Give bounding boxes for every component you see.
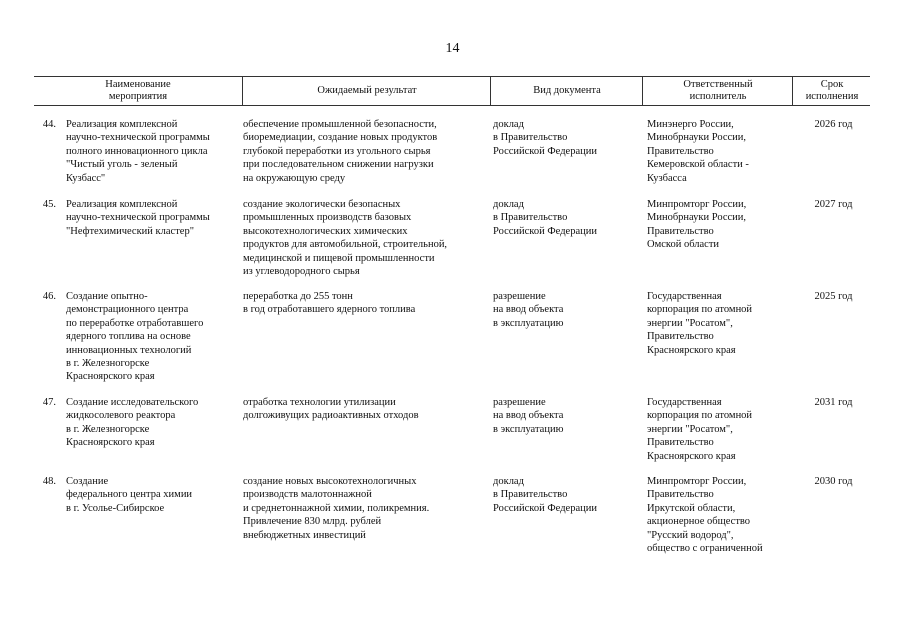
row-name: Создание исследовательского жидкосолевого реактора в г. Железногорске Красноярского края [66,397,199,449]
row-executor: Минпромторг России, Правительство Иркутской области, акционерное общество "Русский водород", общество с ограниченной [647,476,763,555]
row-number: 47. [42,397,56,408]
row-name: Реализация комплексной научно-технической программы "Нефтехимический кластер" [66,199,210,237]
table-header [34,76,870,106]
header-term: Срок исполнения [792,77,871,105]
row-number: 48. [42,476,56,487]
row-result: создание экологически безопасных промышленных производств базовых высокотехнологических химических продуктов для автомобильной, строительной, медицинской и пищевой промышленности из углеводородного сырья [243,199,448,278]
row-executor: Государственная корпорация по атомной энергии "Росатом", Правительство Красноярского края [647,291,753,356]
row-executor: Государственная корпорация по атомной энергии "Росатом", Правительство Красноярского края [647,397,753,462]
row-doc: разрешение на ввод объекта в эксплуатацию [493,291,564,329]
row-term: 2027 год [814,199,853,210]
row-term: 2030 год [814,476,853,487]
header-result: Ожидаемый результат [242,77,491,105]
row-doc: доклад в Правительство Российской Федерации [493,476,597,514]
row-result: создание новых высокотехнологичных производств малотоннажной и среднетоннажной химии, поликремния. Привлечение 830 млрд. рублей внебюджетных инвестиций [243,476,430,541]
row-result: обеспечение промышленной безопасности, биоремедиации, создание новых продуктов глубокой переработки из угольного сырья при последовательном снижении нагрузки на окружающую среду [243,119,438,184]
header-executor: Ответственный исполнитель [642,77,793,105]
row-doc: доклад в Правительство Российской Федерации [493,119,597,157]
row-number: 46. [42,291,56,302]
row-doc: доклад в Правительство Российской Федерации [493,199,597,237]
row-term: 2025 год [814,291,853,302]
row-executor: Минэнерго России, Минобрнауки России, Правительство Кемеровской области - Кузбасса [647,119,749,184]
header-doc: Вид документа [490,77,643,105]
row-number: 44. [42,119,56,130]
row-term: 2031 год [814,397,853,408]
row-result: отработка технологии утилизации долгоживущих радиоактивных отходов [243,397,419,422]
header-name: Наименование мероприятия [105,79,171,102]
row-name: Реализация комплексной научно-технической программы полного инновационного цикла "Чистый уголь - зеленый Кузбасс" [66,119,210,184]
row-result: переработка до 255 тонн в год отработавшего ядерного топлива [243,291,416,316]
row-doc: разрешение на ввод объекта в эксплуатацию [493,397,564,435]
page-number: 14 [445,41,460,56]
row-name: Создание федерального центра химии в г. Усолье-Сибирское [66,476,193,514]
row-name: Создание опытно- демонстрационного центра по переработке отработавшего ядерного топлива на основе инновационных технологий в г. Железногорске Красноярского края [66,291,204,383]
row-term: 2026 год [814,119,853,130]
row-number: 45. [42,199,56,210]
row-executor: Минпромторг России, Минобрнауки России, Правительство Омской области [647,199,747,251]
